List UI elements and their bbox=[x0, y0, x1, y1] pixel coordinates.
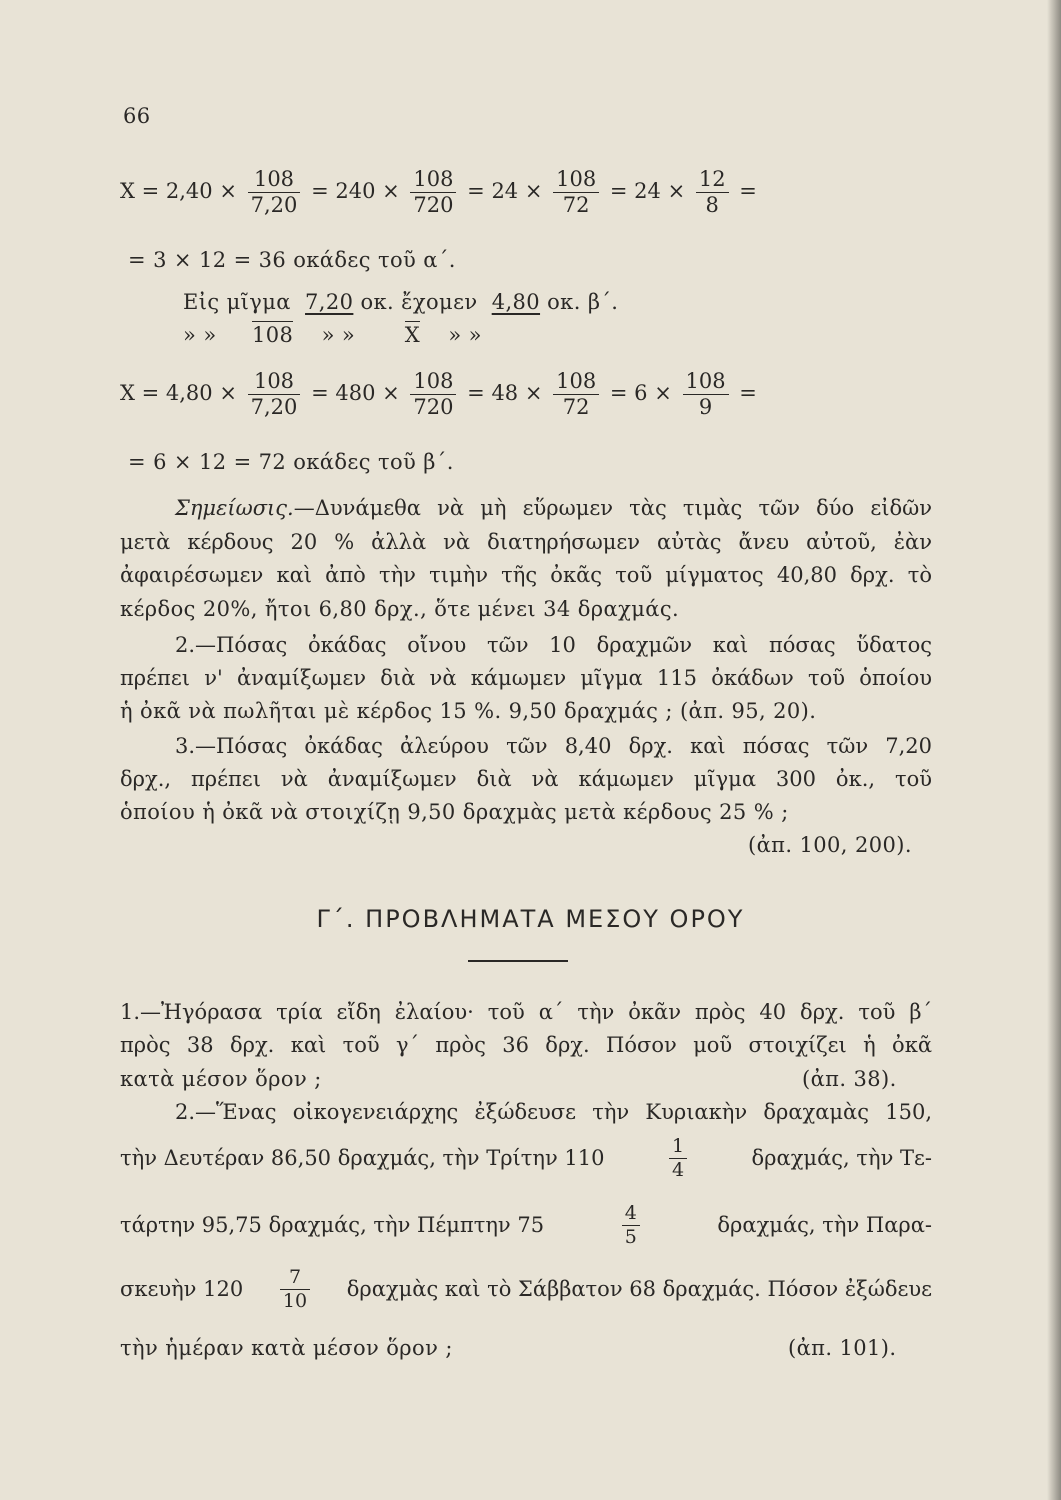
problem-line-with-fraction: τάρτην 95,75 δραχμάς, τὴν Πέμπτην 75 $\frac{4}{5}$ δραχμάς, τὴν Παρα- bbox=[120, 1202, 932, 1248]
equation-b-lhs: X = 4,80 × bbox=[120, 381, 237, 406]
equation-a-result: = 3 × 12 = 36 οκάδες τοῦ α΄. bbox=[128, 248, 456, 272]
note-line-1: Σημείωσις.—Δυνάμεθα νὰ μὴ εὕρωμεν τὰς τιμὰς τῶν δύο εἰδῶν bbox=[175, 496, 932, 520]
problem-answer: (ἀπ. 100, 200). bbox=[748, 833, 912, 857]
fraction: $\frac{108}{7,20}$ bbox=[248, 370, 301, 419]
problem-line: πρέπει ν' ἀναμίξωμεν διὰ νὰ κάμωμεν μῖγμα 115 ὀκάδων τοῦ ὁποίου bbox=[120, 666, 932, 690]
note-line-3: ἀφαιρέσωμεν καὶ ἀπὸ τὴν τιμὴν τῆς ὀκᾶς τοῦ μίγματος 40,80 δρχ. τὸ bbox=[120, 563, 932, 587]
equation-a-lhs: X = 2,40 × bbox=[120, 179, 237, 204]
problem-line: πρὸς 38 δρχ. καὶ τοῦ γ΄ πρὸς 36 δρχ. Πόσον μοῦ στοιχίζει ἡ ὀκᾶ bbox=[120, 1033, 932, 1057]
fraction: $\frac{108}{9}$ bbox=[683, 370, 729, 419]
mix-row-2: » » 108 » » Χ » » bbox=[183, 323, 482, 347]
page-edge-shadow bbox=[1047, 0, 1061, 1500]
mix-row-1: Εἰς μῖγμα 7,20 οκ. ἔχομεν 4,80 οκ. β΄. bbox=[183, 290, 619, 314]
problem-answer: (ἀπ. 38). bbox=[802, 1067, 897, 1091]
note-label: Σημείωσις. bbox=[175, 496, 294, 520]
problem-line-with-fraction: τὴν Δευτέραν 86,50 δραχμάς, τὴν Τρίτην 110 $\frac{1}{4}$ δραχμάς, τὴν Τε- bbox=[120, 1135, 932, 1181]
page-number: 66 bbox=[123, 104, 151, 128]
problem-line: 1.—Ἠγόρασα τρία εἴδη ἐλαίου· τοῦ α΄ τὴν ὀκᾶν πρὸς 40 δρχ. τοῦ β΄ bbox=[120, 1000, 932, 1024]
problem-line: δρχ., πρέπει νὰ ἀναμίξωμεν διὰ νὰ κάμωμεν μῖγμα 300 ὀκ., τοῦ bbox=[120, 767, 932, 791]
problem-line: ἡ ὀκᾶ νὰ πωλῆται μὲ κέρδος 15 %. 9,50 δραχμάς ; (ἀπ. 95, 20). bbox=[120, 699, 817, 723]
equation-b-result: = 6 × 12 = 72 οκάδες τοῦ β΄. bbox=[128, 450, 454, 474]
note-line-2: μετὰ κέρδους 20 % ἀλλὰ νὰ διατηρήσωμεν αὐτὰς ἄνευ αὐτοῦ, ἐὰν bbox=[120, 530, 932, 554]
fraction: $\frac{108}{72}$ bbox=[553, 168, 599, 217]
problem-line: τὴν ἡμέραν κατὰ μέσον ὅρον ; bbox=[120, 1336, 453, 1360]
problem-line-with-fraction: σκευὴν 120 $\frac{7}{10}$ δραχμὰς καὶ τὸ Σάββατον 68 δραχμάς. Πόσον ἐξώδευε bbox=[120, 1266, 932, 1312]
fraction: $\frac{7}{10}$ bbox=[280, 1267, 310, 1312]
problem-line: 2.—Πόσας ὀκάδας οἴνου τῶν 10 δραχμῶν καὶ πόσας ὕδατος bbox=[175, 633, 932, 657]
problem-line: κατὰ μέσον ὅρον ; bbox=[120, 1067, 322, 1091]
fraction: $\frac{108}{7,20}$ bbox=[248, 168, 301, 217]
fraction: $\frac{4}{5}$ bbox=[622, 1203, 640, 1248]
fraction: $\frac{108}{720}$ bbox=[410, 370, 456, 419]
equation-a: X = 2,40 × $\frac{108}{7,20}$ = 240 × $\frac{108}{720}$ = 24 × $\frac{108}{72}$ = 24 × $\frac{12}{8}$ = bbox=[120, 167, 757, 218]
problem-line: 3.—Πόσας ὀκάδας ἀλεύρου τῶν 8,40 δρχ. καὶ πόσας τῶν 7,20 bbox=[175, 734, 932, 758]
fraction: $\frac{108}{72}$ bbox=[553, 370, 599, 419]
fraction: $\frac{1}{4}$ bbox=[669, 1136, 687, 1181]
heading-divider bbox=[468, 960, 568, 962]
problem-answer: (ἀπ. 101). bbox=[788, 1336, 897, 1360]
equation-b: X = 4,80 × $\frac{108}{7,20}$ = 480 × $\frac{108}{720}$ = 48 × $\frac{108}{72}$ = 6 × $\frac{108}{9}$ = bbox=[120, 369, 757, 420]
problem-line: ὁποίου ἡ ὀκᾶ νὰ στοιχίζῃ 9,50 δραχμὰς μετὰ κέρδους 25 % ; bbox=[120, 800, 789, 824]
fraction: $\frac{108}{720}$ bbox=[410, 168, 456, 217]
fraction: $\frac{12}{8}$ bbox=[696, 168, 729, 217]
section-heading: Γ΄. ΠΡΟΒΛΗΜΑΤΑ ΜΕΣΟΥ ΟΡΟΥ bbox=[316, 905, 745, 933]
note-line-4: κέρδος 20%, ἤτοι 6,80 δρχ., ὅτε μένει 34 δραχμάς. bbox=[120, 597, 680, 621]
problem-line: 2.—Ἕνας οἰκογενειάρχης ἐξώδευσε τὴν Κυριακὴν δραχαμὰς 150, bbox=[175, 1100, 932, 1124]
